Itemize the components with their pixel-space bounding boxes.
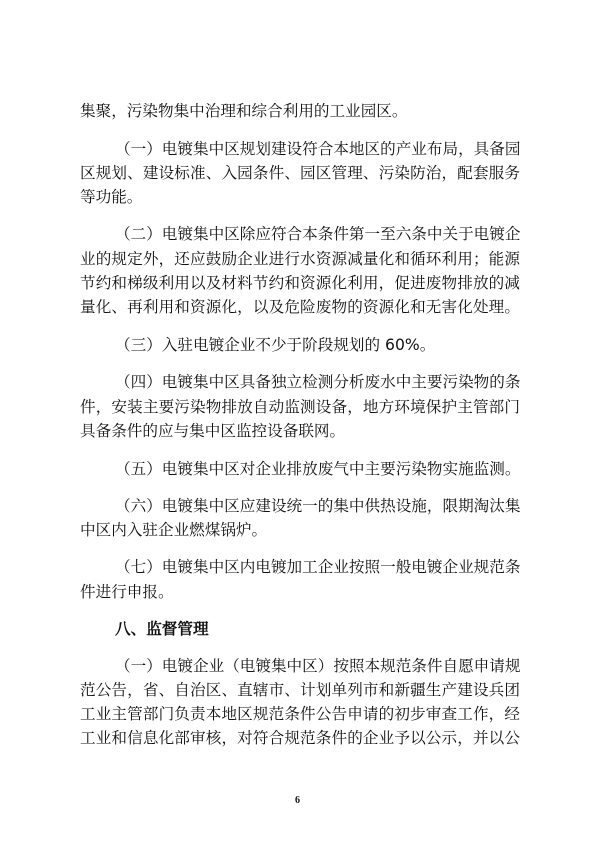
paragraph-line: 件进行申报。 <box>80 583 174 601</box>
paragraph-line: （七）电镀集中区内电镀加工企业按照一般电镀企业规范条 <box>115 558 520 576</box>
paragraph-line: 业的规定外，还应鼓励企业进行水资源减量化和循环利用；能源 <box>80 250 520 268</box>
paragraph-line: （四）电镀集中区具备独立检测分析废水中主要污染物的条 <box>115 373 520 391</box>
section-heading: 八、监督管理 <box>115 620 209 638</box>
paragraph-line: （一）电镀集中区规划建设符合本地区的产业布局，具备园 <box>115 140 520 158</box>
paragraph-line: 集聚，污染物集中治理和综合利用的工业园区。 <box>80 102 408 120</box>
paragraph-line: （一）电镀企业（电镀集中区）按照本规范条件自愿申请规 <box>115 657 520 675</box>
page-number: 6 <box>295 795 300 806</box>
paragraph-line: （三）入驻电镀企业不少于阶段规划的 60%。 <box>115 336 436 354</box>
paragraph-line: （五）电镀集中区对企业排放废气中主要污染物实施监测。 <box>115 460 520 478</box>
paragraph-line: 等功能。 <box>80 188 143 206</box>
paragraph-line: 件，安装主要污染物排放自动监测设备，地方环境保护主管部门 <box>80 398 520 416</box>
paragraph-line: 节约和梯级利用以及材料节约和资源化利用，促进废物排放的减 <box>80 274 520 292</box>
paragraph-line: 具备条件的应与集中区监控设备联网。 <box>80 422 346 440</box>
paragraph-line: （二）电镀集中区除应符合本条件第一至六条中关于电镀企 <box>115 225 520 243</box>
paragraph-line: 量化、再利用和资源化，以及危险废物的资源化和无害化处理。 <box>80 298 520 316</box>
paragraph-line: 中区内入驻企业燃煤锅炉。 <box>80 521 268 539</box>
paragraph-line: （六）电镀集中区应建设统一的集中供热设施，限期淘汰集 <box>115 497 520 515</box>
paragraph-line: 范公告，省、自治区、直辖市、计划单列市和新疆生产建设兵团 <box>80 681 520 699</box>
paragraph-line: 区规划、建设标准、入园条件、园区管理、污染防治，配套服务 <box>80 164 520 182</box>
paragraph-line: 工业主管部门负责本地区规范条件公告申请的初步审查工作，经 <box>80 705 520 723</box>
paragraph-line: 工业和信息化部审核，对符合规范条件的企业予以公示，并以公 <box>80 729 520 747</box>
